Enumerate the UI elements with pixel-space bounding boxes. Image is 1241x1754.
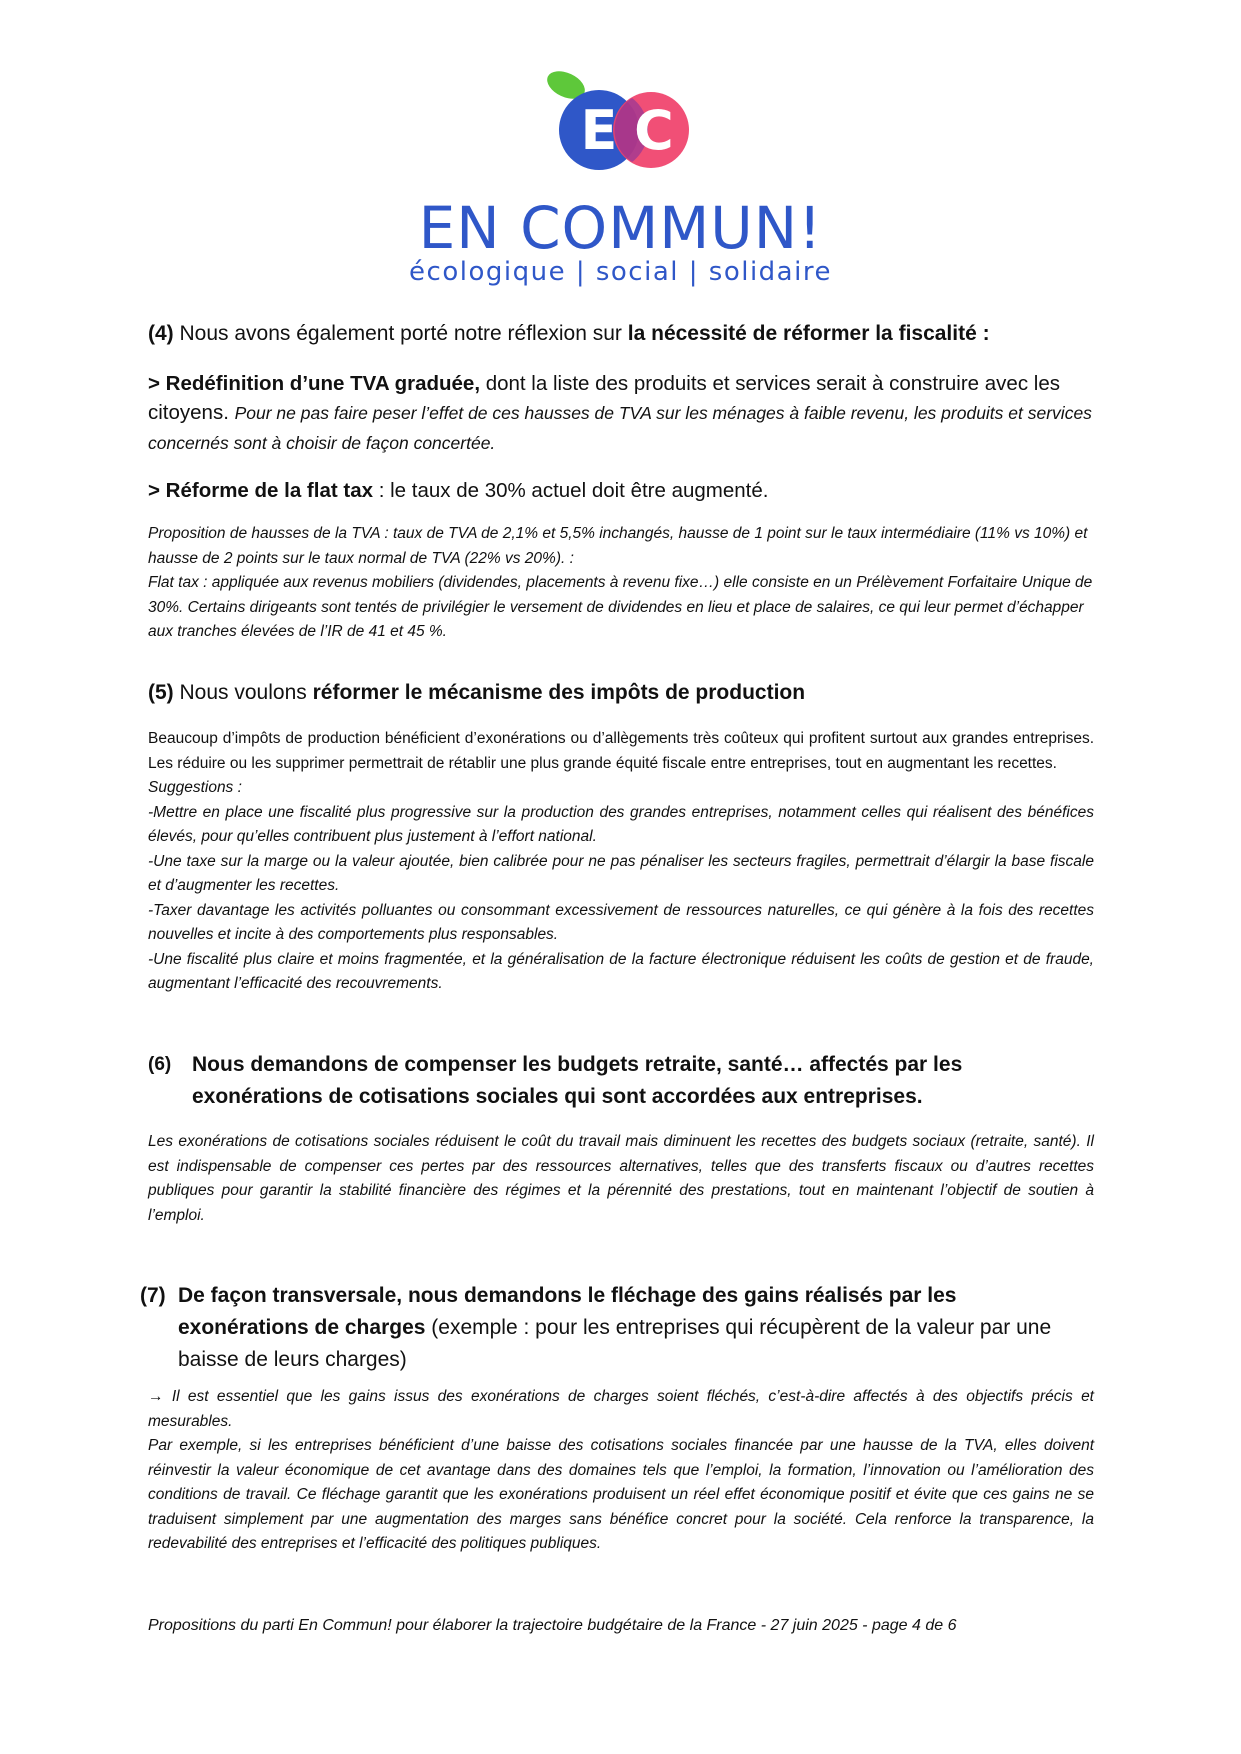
section-5-intro: Beaucoup d’impôts de production bénéficient d’exonérations ou d’allègements très coûteux qui profitent surtout aux grandes entreprises. Les réduire ou les supprimer permettrait de rétablir une plus grande équité fiscale entre entreprises, tout en augmentant les recettes.	[148, 730, 1094, 772]
section-5-heading: (5) Nous voulons réformer le mécanisme des impôts de production	[148, 681, 806, 704]
page-footer: Propositions du parti En Commun! pour élaborer la trajectoire budgétaire de la France - 27 juin 2025 - page 4 de 6	[148, 1617, 957, 1634]
svg-text:C: C	[633, 99, 674, 162]
section-4-flat-tax: > Réforme de la flat tax : le taux de 30% actuel doit être augmenté.	[148, 479, 769, 502]
brand-name: EN COMMUN!	[418, 194, 823, 262]
section-6-heading: (6) Nous demandons de compenser les budgets retraite, santé… affectés par les exonérations de cotisations sociales qui sont accordées aux entreprises.	[148, 1049, 1094, 1113]
suggestion-item: -Mettre en place une fiscalité plus progressive sur la production des grandes entreprises, notamment celles qui réalisent des bénéfices élevés, pour qu’elles contribuent plus justement à l’effort national.	[148, 803, 1094, 845]
section-4-notes	[148, 522, 1094, 645]
ec-monogram-icon	[536, 70, 706, 180]
section-7-number: (7)	[140, 1284, 166, 1307]
section-7-heading: (7) De façon transversale, nous demandons le fléchage des gains réalisés par les exonérations de charges (exemple : pour les entreprises qui récupèrent de la valeur par une baisse de leurs charges)	[140, 1280, 1086, 1376]
section-6-body: Les exonérations de cotisations sociales réduisent le coût du travail mais diminuent les recettes des budgets sociaux (retraite, santé). Il est indispensable de compenser ces pertes par des ressources alternatives, telles que des transferts fiscaux ou d’autres recettes publiques pour garantir la stabilité financière des régimes et la pérennité des prestations, tout en maintenant l’objectif de soutien à l’emploi.	[148, 1133, 1094, 1224]
section-4-heading: (4) Nous avons également porté notre réflexion sur la nécessité de réformer la fiscalité :	[148, 322, 990, 345]
section-5-body	[148, 727, 1094, 997]
suggestion-item: -Une fiscalité plus claire et moins fragmentée, et la généralisation de la facture électronique réduisent les coûts de gestion et de fraude, augmentant l’efficacité des recouvrements.	[148, 950, 1094, 992]
party-logo	[0, 70, 1241, 180]
section-7-body: → Il est essentiel que les gains issus des exonérations de charges soient fléchés, c’est-à-dire affectés à des objectifs précis et mesurables. Par exemple, si les entreprises bénéficient d’une baisse des cotisations sociales financée par une hausse de la TVA, elles doivent réinvestir la valeur économique de cet avantage dans des domaines tels que l’emploi, la formation, l’innovation ou l’amélioration des conditions de travail. Ce fléchage garantit que les exonérations produisent un réel effet économique positif et évite que ces gains ne se traduisent simplement par une augmentation des marges sans bénéfice concret pour la société. Cela renforce la transparence, la redevabilité des entreprises et l’efficacité des politiques publiques.	[148, 1388, 1094, 1552]
svg-text:E: E	[580, 99, 617, 162]
section-4-tva: > Redéfinition d’une TVA graduée, dont la liste des produits et services serait à construire avec les citoyens. Pour ne pas faire peser l’effet de ces hausses de TVA sur les ménages à faible revenu, les produits et services concernés sont à choisir de façon concertée.	[148, 372, 1092, 453]
brand-tagline: écologique | social | solidaire	[409, 257, 832, 287]
note-flat-tax: Flat tax : appliquée aux revenus mobiliers (dividendes, placements à revenu fixe…) elle consiste en un Prélèvement Forfaitaire Unique de 30%. Certains dirigeants sont tentés de privilégier le versement de dividendes en lieu et place de salaires, ce qui leur permet d’échapper aux tranches élevées de l’IR de 41 et 45 %.	[148, 574, 1093, 640]
suggestion-item: -Une taxe sur la marge ou la valeur ajoutée, bien calibrée pour ne pas pénaliser les secteurs fragiles, permettrait d’élargir la base fiscale et d’augmenter les recettes.	[148, 852, 1094, 894]
suggestion-item: -Taxer davantage les activités polluantes ou consommant excessivement de ressources naturelles, ce qui génère à la fois des recettes nouvelles et incite à des comportements plus responsables.	[148, 901, 1094, 943]
suggestions-label: Suggestions :	[148, 779, 242, 796]
note-tva: Proposition de hausses de la TVA : taux de TVA de 2,1% et 5,5% inchangés, hausse de 1 point sur le taux intermédiaire (11% vs 10%) et hausse de 2 points sur le taux normal de TVA (22% vs 20%). :	[148, 525, 1088, 567]
section-6-number: (6)	[148, 1054, 172, 1075]
